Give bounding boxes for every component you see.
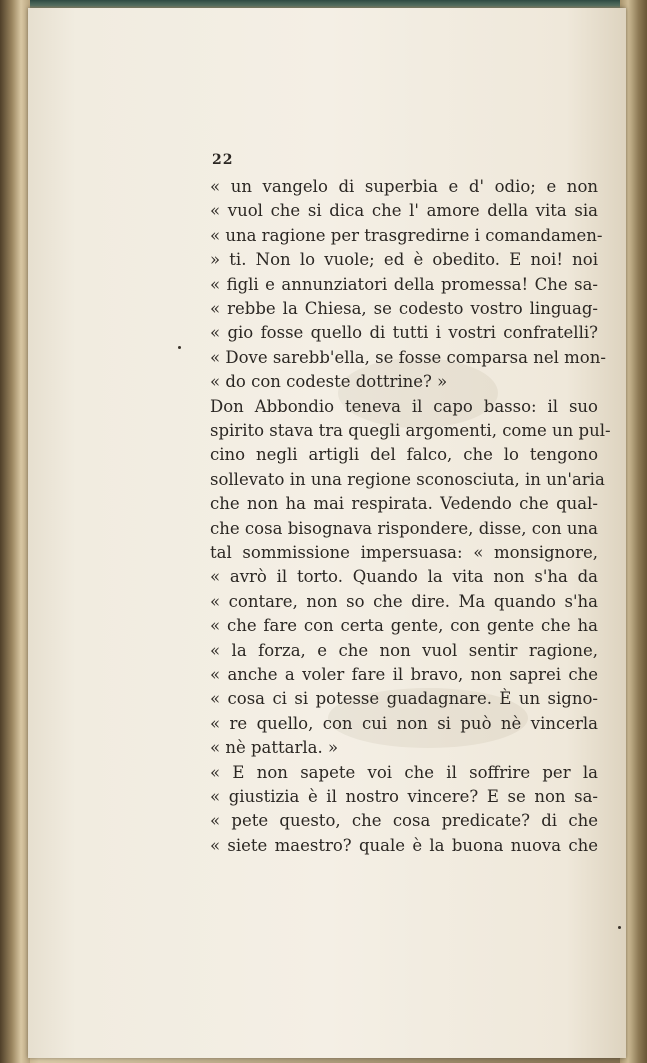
- text-line: « contare, non so che dire. Ma quando s'ha: [210, 591, 598, 611]
- text-line: « vuol che si dica che l' amore della vita sia: [210, 201, 598, 221]
- text-line: spirito stava tra quegli argomenti, come un pul-: [210, 421, 611, 440]
- ink-speck: [618, 926, 621, 929]
- text-line: « nè pattarla. »: [210, 738, 339, 758]
- text-line: « avrò il torto. Quando la vita non s'ha da: [210, 567, 598, 587]
- ink-speck: [178, 346, 181, 349]
- text-line: Don Abbondio teneva il capo basso: il suo: [210, 396, 598, 416]
- text-line: « giustizia è il nostro vincere? E se non sa-: [210, 787, 598, 806]
- text-line: « pete questo, che cosa predicate? di che: [210, 811, 598, 831]
- text-line: che non ha mai respirata. Vedendo che qual-: [210, 494, 598, 514]
- text-line: « E non sapete voi che il soffrire per la: [210, 762, 598, 782]
- text-line: « che fare con certa gente, con gente che ha: [210, 616, 598, 636]
- text-line: « anche a voler fare il bravo, non saprei che: [210, 665, 598, 684]
- text-line: « gio fosse quello di tutti i vostri confratelli?: [210, 323, 598, 343]
- text-line: « la forza, e che non vuol sentir ragione,: [210, 640, 598, 660]
- text-line: che cosa bisognava rispondere, disse, con una: [210, 518, 598, 538]
- text-line: « do con codeste dottrine? »: [210, 372, 448, 392]
- page-number: 22: [212, 152, 234, 168]
- text-line: « siete maestro? quale è la buona nuova che: [210, 835, 598, 855]
- text-line: « un vangelo di superbia e d' odio; e non: [210, 177, 598, 196]
- text-line: tal sommissione impersuasa: « monsignore,: [210, 543, 598, 562]
- text-line: « una ragione per trasgredirne i comandamen-: [210, 225, 603, 245]
- book-spine: [0, 0, 30, 1063]
- text-line: « re quello, con cui non si può nè vincerla: [210, 713, 598, 733]
- text-line: « rebbe la Chiesa, se codesto vostro linguag-: [210, 299, 598, 318]
- text-line: « cosa ci si potesse guadagnare. È un signo-: [210, 689, 598, 709]
- text-line: sollevato in una regione sconosciuta, in un'aria: [210, 469, 605, 489]
- text-line: cino negli artigli del falco, che lo tengono: [210, 445, 598, 465]
- text-line: » ti. Non lo vuole; ed è obedito. E noi! noi: [210, 250, 598, 270]
- text-line: « Dove sarebb'ella, se fosse comparsa nel mon-: [210, 347, 606, 367]
- text-line: « figli e annunziatori della promessa! Che sa-: [210, 274, 598, 294]
